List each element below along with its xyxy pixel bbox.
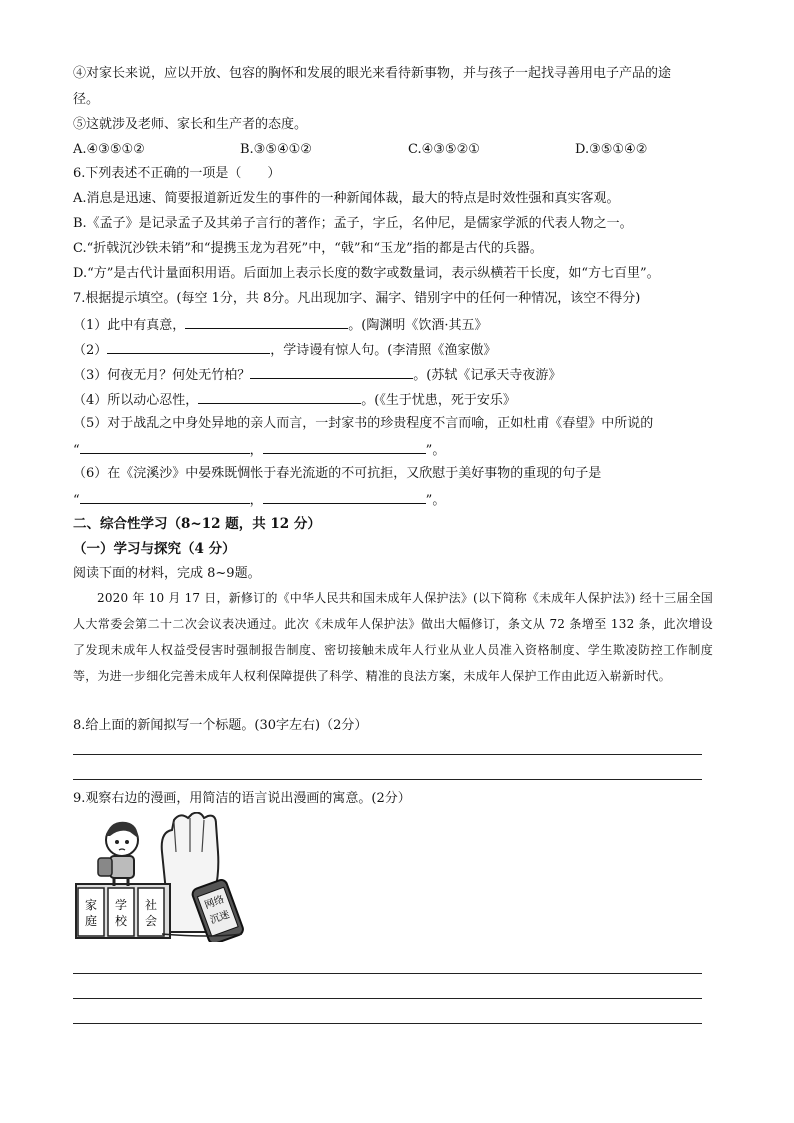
svg-text:校: 校 [114, 914, 128, 928]
svg-text:网络: 网络 [203, 894, 226, 912]
q7-1-suffix: 。(陶渊明《饮酒·其五》 [348, 318, 488, 333]
svg-text:学: 学 [114, 898, 128, 912]
q8-stem: 8.给上面的新闻拟写一个标题。(30字左右)（2分） [73, 718, 368, 733]
answer-line[interactable] [73, 779, 702, 780]
q6-option-c: C.“折戟沉沙铁未销”和“提携玉龙为君死”中，“戟”和“玉龙”指的都是古代的兵器。 [73, 241, 543, 256]
q9-stem: 9.观察右边的漫画，用简洁的语言说出漫画的寓意。(2分） [73, 791, 411, 806]
svg-text:沉迷: 沉迷 [208, 909, 232, 927]
passage-line-4-cont: 径。 [73, 92, 100, 107]
q7-item-1 [73, 316, 488, 334]
svg-text:庭: 庭 [84, 914, 98, 928]
cartoon-illustration [70, 812, 250, 942]
q5-option-b: B.③⑤④①② [240, 142, 312, 157]
q7-item-6-blanks [73, 491, 445, 509]
answer-blank[interactable] [198, 391, 361, 404]
q5-option-d: D.③⑤①④② [575, 142, 648, 157]
q7-item-5-blanks [73, 441, 445, 459]
comma: ， [249, 443, 263, 458]
q7-4-prefix: （4）所以动心忍性， [73, 393, 199, 408]
q6-stem: 6.下列表述不正确的一项是（ ） [73, 166, 281, 181]
passage-line-4: ④对家长来说，应以开放、包容的胸怀和发展的眼光来看待新事物，并与孩子一起找寻善用电子产品的途 [73, 66, 672, 81]
q7-1-prefix: （1）此中有真意， [73, 318, 186, 333]
q7-item-5: （5）对于战乱之中身处异地的亲人而言，一封家书的珍贵程度不言而喻，正如杜甫《春望》中所说的 [73, 416, 654, 431]
answer-blank[interactable] [185, 316, 348, 329]
open-quote: “ [73, 443, 80, 458]
close-quote: ”。 [425, 443, 446, 458]
comma: ， [249, 493, 263, 508]
answer-line[interactable] [73, 754, 702, 755]
q7-4-suffix: 。(《生于忧患，死于安乐》 [361, 393, 516, 408]
close-quote: ”。 [425, 493, 446, 508]
q6-option-d: D.“方”是古代计量面积用语。后面加上表示长度的数字或数量词，表示纵横若干长度，如“方七百里”。 [73, 266, 660, 281]
q7-item-6: （6）在《浣溪沙》中晏殊既惆怅于春光流逝的不可抗拒，又欣慰于美好事物的重现的句子是 [73, 466, 602, 481]
news-paragraph [73, 585, 713, 689]
subsection-1-heading: （一）学习与探究（4 分） [73, 541, 236, 557]
svg-text:社: 社 [144, 898, 158, 912]
answer-blank[interactable] [250, 366, 413, 379]
answer-blank[interactable] [80, 491, 250, 504]
open-quote: “ [73, 493, 80, 508]
answer-blank[interactable] [263, 441, 426, 454]
svg-text:家: 家 [84, 898, 98, 912]
q7-2-suffix: ，学诗谩有惊人句。(李清照《渔家傲》 [270, 343, 497, 358]
answer-blank[interactable] [80, 441, 250, 454]
q5-option-c: C.④③⑤②① [408, 142, 480, 157]
q7-item-3 [73, 366, 561, 384]
svg-text:会: 会 [144, 914, 158, 928]
q7-item-4 [73, 391, 516, 409]
reading-instruction: 阅读下面的材料，完成 8~9题。 [73, 566, 261, 581]
passage-line-5: ⑤这就涉及老师、家长和生产者的态度。 [73, 117, 308, 132]
q5-option-a: A.④③⑤①② [73, 142, 145, 157]
q7-2-prefix: （2） [73, 343, 108, 358]
answer-line[interactable] [73, 973, 702, 974]
cartoon-svg [70, 812, 250, 942]
q7-3-prefix: （3）何夜无月？何处无竹柏？ [73, 368, 251, 383]
answer-blank[interactable] [263, 491, 426, 504]
q6-option-b: B.《孟子》是记录孟子及其弟子言行的著作；孟子，字丘，名仲尼，是儒家学派的代表人物之一。 [73, 216, 633, 231]
answer-line[interactable] [73, 998, 702, 999]
q7-stem: 7.根据提示填空。(每空 1分，共 8分。凡出现加字、漏字、错别字中的任何一种情况，该空不得分) [73, 291, 641, 306]
answer-blank[interactable] [107, 341, 270, 354]
answer-line[interactable] [73, 1023, 702, 1024]
q7-3-suffix: 。(苏轼《记承天寺夜游》 [413, 368, 562, 383]
q6-option-a: A.消息是迅速、简要报道新近发生的事件的一种新闻体裁，最大的特点是时效性强和真实客观。 [73, 191, 620, 206]
q7-item-2 [73, 341, 496, 359]
news-text: 2020 年 10 月 17 日，新修订的《中华人民共和国未成年人保护法》(以下简称《未成年人保护法》) 经十三届全国人大常委会第二十二次会议表决通过。此次《未成年人保护法》做出大幅修订，条文从 72 条增至 132 条，此次增设了发现未成年人权益受侵害时强制报告制度、密切接触未成年人行业从业人员准入资格制度、学生欺凌防控工作制度等，为进一步细化完善未成年人权利保障提供了科学、精准的良法方案，未成年人保护工作由此迈入崭新时代。 [73, 591, 713, 683]
section-2-heading: 二、综合性学习（8~12 题，共 12 分） [73, 516, 321, 532]
